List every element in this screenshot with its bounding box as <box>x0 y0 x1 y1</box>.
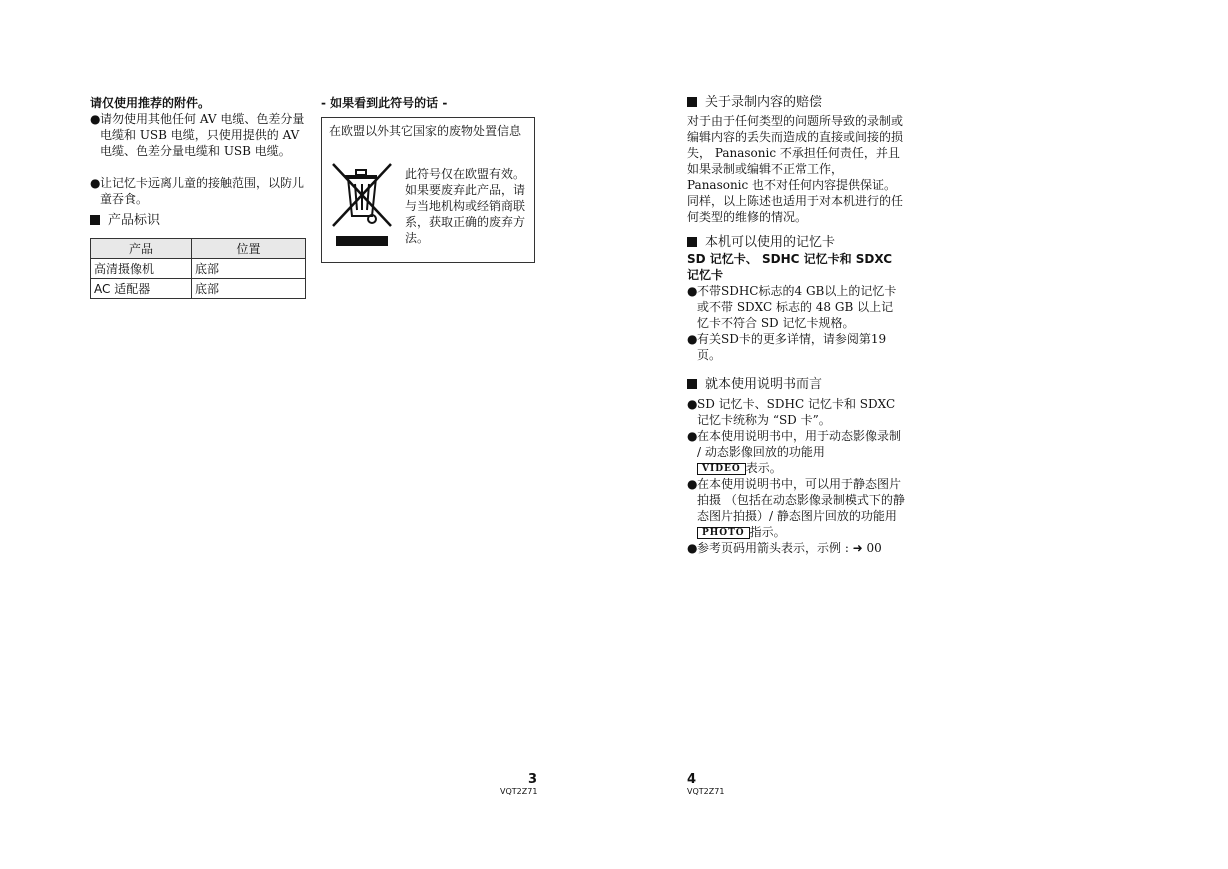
cards-48gb-text: 不带SDHC标志的4 GB以上的记忆卡或不带 SDXC 标志的 48 GB 以上记忆卡不符合 SD 记忆卡规格。 <box>697 284 897 330</box>
table-row <box>91 279 306 299</box>
photo-badge-icon: PHOTO <box>697 527 750 539</box>
weee-info-box <box>321 117 535 263</box>
table-cell: 高清摄像机 <box>91 259 192 279</box>
page-code-right: VQT2Z71 <box>687 787 725 796</box>
table-cell: AC 适配器 <box>91 279 192 299</box>
sd-details-bullet <box>687 331 905 363</box>
weee-title: 在欧盟以外其它国家的废物处置信息 <box>329 124 522 138</box>
crossed-bin-icon <box>331 160 395 248</box>
compensation-text: 对于由于任何类型的问题所导致的录制或编辑内容的丢失而造成的直接或间接的损失， Panasonic 不承担任何责任，并且如果录制或编辑不正常工作， Panasonic 也不对任何内容提供保证。同样，以上陈述也适用于对本机进行的任何类型的维修的情况。 <box>687 114 904 224</box>
table-cell: 底部 <box>192 259 306 279</box>
accessories-heading: 请仅使用推荐的附件。 <box>90 96 211 110</box>
bullet-dot: ● <box>687 397 698 411</box>
children-bullet-text: 让记忆卡远离儿童的接触范围，以防儿童吞食。 <box>100 176 305 206</box>
children-bullet <box>90 175 308 207</box>
bullet-dot: ● <box>687 477 698 491</box>
video-bullet-text: 在本使用说明书中，用于动态影像录制 / 动态影像回放的功能用 <box>697 429 902 459</box>
page-number-3: 3 <box>528 772 538 787</box>
bullet-dot: ● <box>687 541 698 555</box>
cards-heading-text: 本机可以使用的记忆卡 <box>705 235 836 250</box>
table-header-location: 位置 <box>192 239 306 259</box>
sd-card-text: SD 记忆卡、SDHC 记忆卡和 SDXC 记忆卡统称为 “SD 卡”。 <box>697 397 896 427</box>
bullet-dot: ● <box>90 176 101 190</box>
cards-subtitle: SD 记忆卡、 SDHC 记忆卡和 SDXC 记忆卡 <box>687 252 893 282</box>
product-table <box>90 238 306 299</box>
video-badge-icon: VIDEO <box>697 463 746 475</box>
bullet-dot: ● <box>90 112 101 126</box>
compensation-heading-text: 关于录制内容的赔偿 <box>705 95 823 110</box>
manual-heading-text: 就本使用说明书而言 <box>705 377 823 392</box>
photo-bullet <box>687 476 905 540</box>
product-id-heading-text: 产品标识 <box>108 213 161 228</box>
square-bullet-icon <box>90 215 100 225</box>
sd-details-text: 有关SD卡的更多详情，请参阅第19页。 <box>697 332 887 362</box>
weee-line-1: 此符号仅在欧盟有效。 <box>405 167 526 181</box>
square-bullet-icon <box>687 97 697 107</box>
symbol-title: - 如果看到此符号的话 - <box>321 96 448 110</box>
left-column-1 <box>90 95 308 299</box>
table-header-product: 产品 <box>91 239 192 259</box>
video-bullet <box>687 428 905 476</box>
photo-bullet-text: 在本使用说明书中，可以用于静态图片拍摄 （包括在动态影像录制模式下的静态图片拍摄）/ 静态图片回放的功能用 <box>697 477 905 523</box>
sd-card-bullet <box>687 396 905 428</box>
page-code-left: VQT2Z71 <box>500 787 538 796</box>
product-id-heading <box>90 213 308 229</box>
weee-line-2: 如果要废弃此产品，请与当地机构或经销商联系，获取正确的废弃方法。 <box>405 183 526 245</box>
square-bullet-icon <box>687 379 697 389</box>
square-bullet-icon <box>687 237 697 247</box>
bullet-dot: ● <box>687 332 698 346</box>
photo-bullet-suffix: 指示。 <box>749 525 786 539</box>
weee-description <box>405 166 530 246</box>
table-row <box>91 259 306 279</box>
right-column <box>687 95 905 556</box>
bullet-dot: ● <box>687 284 698 298</box>
cables-bullet <box>90 111 308 159</box>
video-bullet-suffix: 表示。 <box>745 461 782 475</box>
bullet-dot: ● <box>687 429 698 443</box>
page-ref-bullet <box>687 540 905 556</box>
cables-bullet-text: 请勿使用其他任何 AV 电缆、色差分量电缆和 USB 电缆，只使用提供的 AV 电缆、色差分量电缆和 USB 电缆。 <box>100 112 305 158</box>
cards-heading <box>687 235 905 251</box>
cards-48gb-bullet <box>687 283 905 331</box>
table-cell: 底部 <box>192 279 306 299</box>
page-number-4: 4 <box>687 772 697 787</box>
page-ref-text: 参考页码用箭头表示，示例 : ➜ 00 <box>697 541 882 555</box>
compensation-heading <box>687 95 905 111</box>
manual-heading <box>687 377 905 393</box>
table-header-row <box>91 239 306 259</box>
